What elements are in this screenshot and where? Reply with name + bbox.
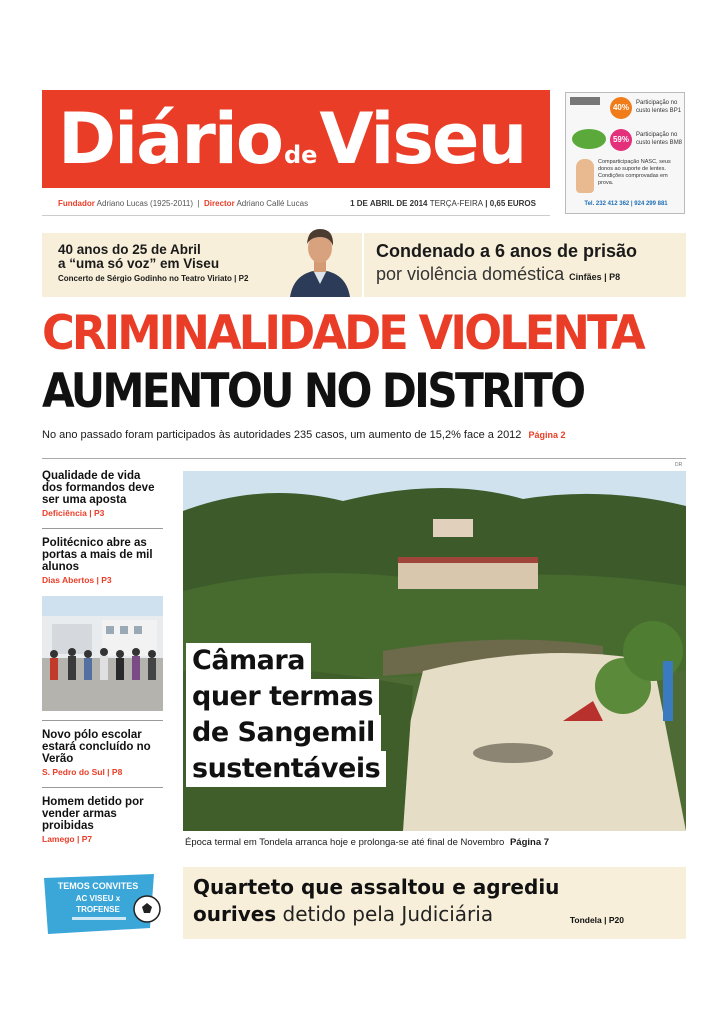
bottom-story-tag: Tondela | P20: [569, 915, 624, 925]
founder-label: Fundador: [58, 199, 95, 208]
sidebar-item-section: S. Pedro do Sul | P8: [42, 767, 123, 777]
sidebar-item-title: Novo pólo escolar estará concluído no Verão: [42, 729, 151, 765]
promo-line2: AC VISEU x: [75, 894, 121, 903]
teaser-left-sub-text: Concerto de Sérgio Godinho no Teatro Viriato: [58, 274, 232, 283]
staff-credits: Fundador Adriano Lucas (1925-2011) | Director Adriano Callé Lucas: [58, 199, 309, 208]
portrait-illustration: [280, 224, 360, 297]
sidebar-item-polo-escolar[interactable]: [42, 729, 163, 777]
teaser-right-sub-text: por violência doméstica: [376, 264, 565, 284]
ad-text-3: Comparticipação NASC, seus donos ao suporte de lentes. Condições comprovadas em prova.: [598, 159, 671, 186]
director-name: Adriano Callé Lucas: [236, 199, 309, 208]
teaser-condenado[interactable]: [364, 233, 686, 297]
ad-text-1: Participação no custo lentes BP1: [636, 100, 682, 114]
ad-badge-59: 59%: [610, 129, 632, 151]
photo-credit: DR: [675, 462, 683, 468]
main-headline-black[interactable]: AUMENTOU NO DISTRITO: [42, 364, 584, 419]
logo-word-diario: Diário: [58, 98, 282, 180]
issue-weekday: TERÇA-FEIRA: [429, 199, 484, 208]
sidebar-item-section: Dias Abertos | P3: [42, 575, 112, 585]
teaser-left-subtitle: Concerto de Sérgio Godinho no Teatro Viriato | P2: [58, 274, 249, 283]
issue-date: 1 DE ABRIL DE 2014: [350, 199, 428, 208]
soccer-ball-icon: [134, 896, 160, 922]
ad-green-button-icon: [572, 129, 606, 149]
standfirst-text: No ano passado foram participados às autoridades 235 casos, um aumento de 15,2% face a 2012: [42, 429, 522, 441]
promo-banner: [42, 870, 166, 938]
advertisement[interactable]: [565, 92, 685, 214]
main-story-head-line2: quer termas: [186, 679, 379, 715]
section-divider: [42, 458, 686, 459]
issue-price: 0,65 EUROS: [489, 199, 536, 208]
director-label: Director: [204, 199, 235, 208]
promo-line1: TEMOS CONVITES: [57, 881, 139, 891]
ad-badge-40: 40%: [610, 97, 632, 119]
teaser-left-page: P2: [238, 274, 249, 283]
sidebar-item-section: Deficiência | P3: [42, 508, 105, 518]
teaser-right-title: Condenado a 6 anos de prisão: [376, 241, 638, 261]
caption-page: Página 7: [509, 837, 550, 848]
politecnico-photo: [42, 596, 163, 711]
main-story-caption: [185, 837, 549, 848]
masthead-divider: [42, 215, 550, 216]
promo-convites[interactable]: [42, 870, 166, 938]
sidebar-item-title: Politécnico abre as portas a mais de mil alunos: [42, 537, 153, 573]
main-headline-standfirst: [42, 429, 566, 441]
sidebar-item-homem-detido[interactable]: [42, 796, 163, 844]
teaser-right-tag: Cinfães | P8: [569, 272, 621, 282]
sidebar-item-politecnico[interactable]: [42, 537, 163, 585]
ad-text-2: Participação no custo lentes BM8: [636, 132, 683, 146]
teaser-left-title-line2: a “uma só voz” em Viseu: [58, 256, 220, 271]
newspaper-logo[interactable]: [58, 94, 525, 184]
bottom-story-line2-rest: detido pela Judiciária: [276, 902, 494, 926]
teaser-left-title: [58, 243, 219, 271]
main-story-head-line3: de Sangemil: [186, 715, 381, 751]
ad-logo-icon: [570, 97, 600, 105]
sidebar-item-section: Lamego | P7: [42, 834, 93, 844]
sidebar-item-title: Homem detido por vender armas proibidas: [42, 796, 144, 832]
sidebar-divider: [42, 720, 163, 721]
teaser-left-title-line1: 40 anos do 25 de Abril: [58, 242, 201, 257]
main-story-head-line1: Câmara: [186, 643, 311, 679]
teaser-right-subtitle: [376, 264, 620, 285]
logo-word-de: de: [283, 141, 318, 169]
bottom-story[interactable]: [183, 867, 686, 939]
sergio-godinho-photo: [280, 224, 360, 297]
main-story-head-line4: sustentáveis: [186, 751, 386, 787]
sidebar-divider: [42, 528, 163, 529]
sidebar-item-title: Qualidade de vida dos formandos deve ser uma aposta: [42, 470, 155, 506]
bottom-story-line2: [193, 902, 493, 926]
promo-line3: TROFENSE: [76, 905, 120, 914]
main-headline-red[interactable]: CRIMINALIDADE VIOLENTA: [42, 306, 643, 361]
ad-phone: Tel. 232 412 362 | 924 299 881: [584, 201, 668, 207]
bottom-story-line2-bold: ourives: [193, 902, 277, 926]
campus-illustration: [42, 596, 163, 711]
founder-name: Adriano Lucas (1925-2011): [96, 199, 194, 208]
issue-info: 1 DE ABRIL DE 2014 TERÇA-FEIRA | 0,65 EUROS: [350, 199, 536, 208]
standfirst-page: Página 2: [528, 430, 566, 440]
bottom-story-line1: Quarteto que assaltou e agrediu: [193, 875, 560, 899]
caption-text: Época termal em Tondela arranca hoje e prolonga-se até final de Novembro: [185, 837, 505, 848]
masthead-infobar: [42, 196, 550, 214]
main-story-headline[interactable]: [186, 643, 386, 787]
sidebar-divider: [42, 787, 163, 788]
ad-person-icon: [576, 159, 594, 193]
sidebar-item-qualidade[interactable]: [42, 470, 163, 518]
masthead: [42, 90, 550, 188]
logo-word-viseu: Viseu: [319, 98, 526, 180]
